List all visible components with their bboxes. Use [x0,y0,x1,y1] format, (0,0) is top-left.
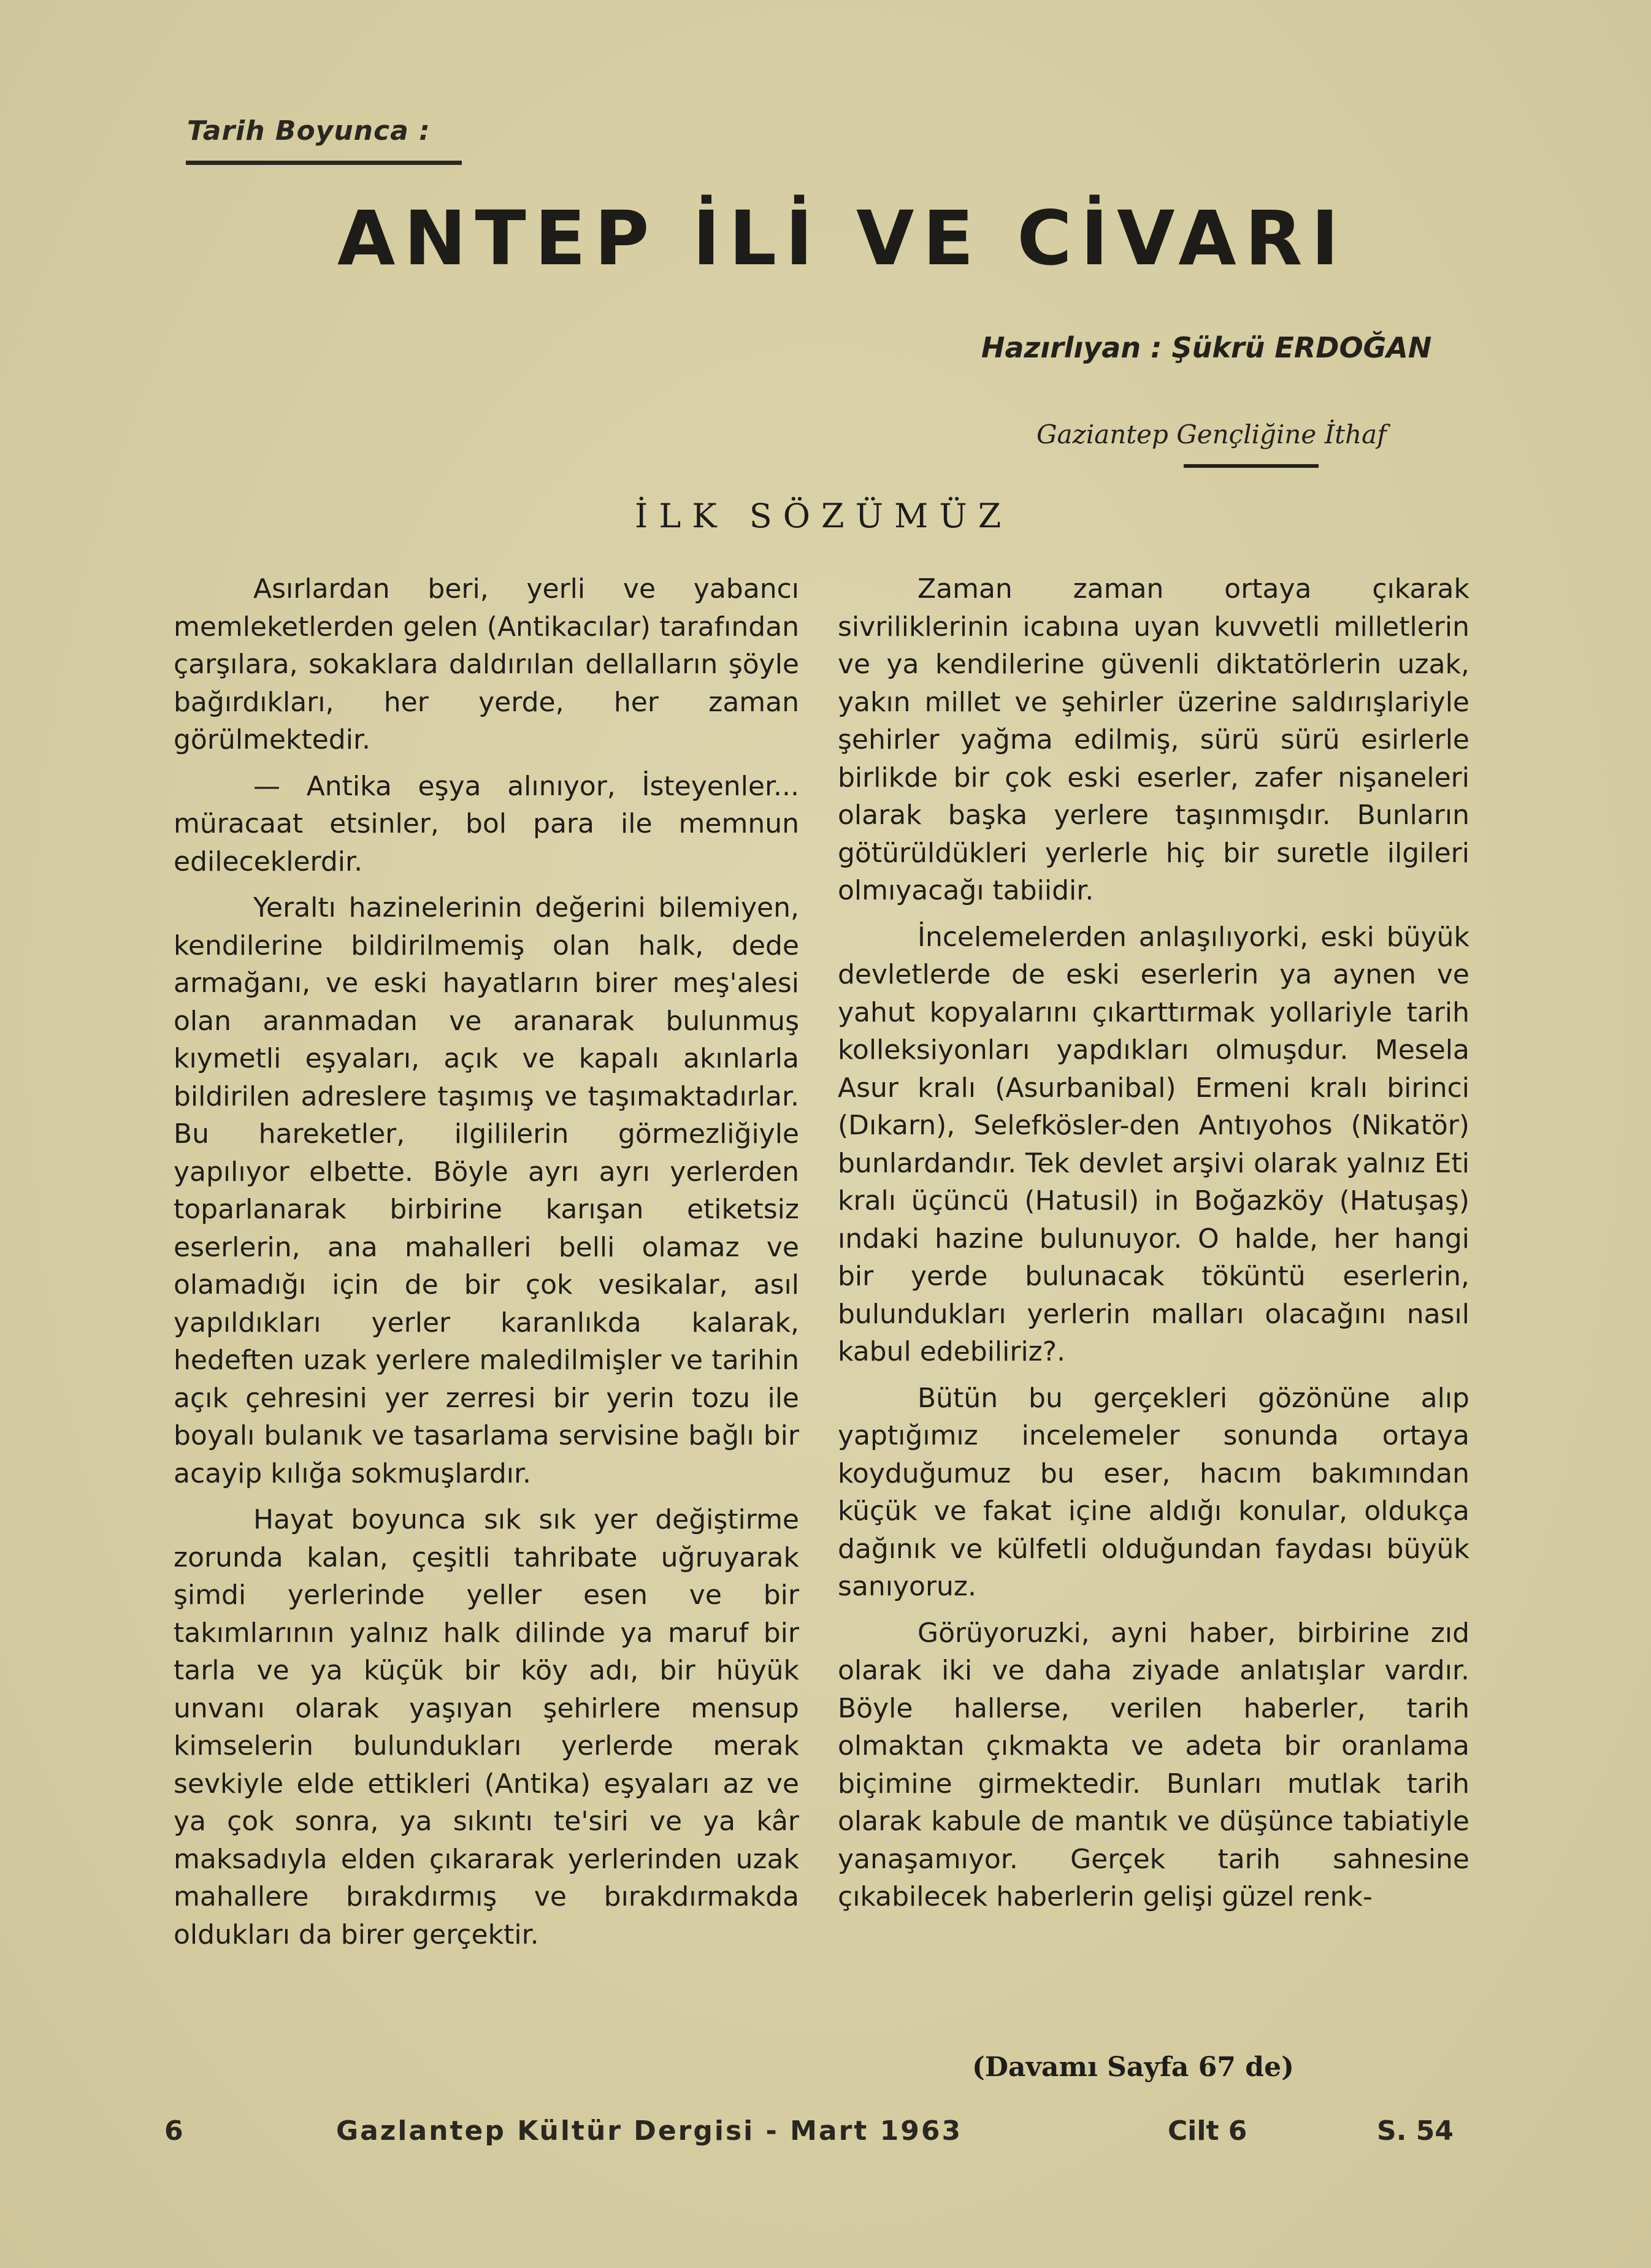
paragraph: Asırlardan beri, yerli ve yabancı memleketlerden gelen (Antikacılar) tarafından çarşılara, sokaklara daldırılan dellalların şöyle bağırdıkları, her yerde, her zaman görülmektedir. [174,573,799,755]
page-number: 6 [164,2115,183,2147]
section-label-underline [186,161,462,165]
paragraph: İncelemelerden anlaşılıyorki, eski büyük devletlerde de eski eserlerin ya aynen ve yahut kopyalarını çıkarttırmak yollariyle tarih kolleksiyonları yapdıkları olmuşdur. Mesela Asur kralı (Asurbanibal) Ermeni kralı birinci (Dıkarn), Selefkösler-den Antıyohos (Nikatör) bunlardandır. Tek devlet arşivi olarak yalnız Eti kralı üçüncü (Hatusil) in Boğazköy (Hatuşaş) ındaki hazine bulunuyor. O halde, her hangi bir yerde bulunacak töküntü eserlerin, bulundukları yerlerin malları olacağını nasıl kabul edebiliriz?. [838,921,1469,1367]
journal-title: Gazlantep Kültür Dergisi - Mart 1963 [336,2115,963,2147]
volume-label: Cilt 6 [1168,2115,1247,2147]
paragraph: Hayat boyunca sık sık yer değiştirme zorunda kalan, çeşitli tahribate uğruyarak şimdi yerlerinde yeller esen ve bir takımlarının yalnız halk dilinde ya maruf bir tarla ve ya küçük bir köy adı, bir hüyük unvanı olarak yaşıyan şehirlere mensup kimselerin bulundukları yerlerde merak sevkiyle elde ettikleri (Antika) eşyaları az ve ya çok sonra, ya sıkıntı te'siri ve ya kâr maksadıyla elden çıkararak yerlerinden uzak mahallere bırakdırmış ve bırakdırmakda oldukları da birer gerçektir. [174,1504,799,1950]
left-column [174,570,799,1962]
section-label: Tarih Boyunca : [187,115,431,147]
continued-note: (Davamı Sayfa 67 de) [972,2052,1294,2083]
author-byline: Hazırlıyan : Şükrü ERDOĞAN [981,331,1432,364]
page-footer [0,2115,1651,2152]
section-heading: İLK SÖZÜMÜZ [635,497,1013,535]
right-column [838,570,1469,1925]
dedication: Gaziantep Gençliğine İthaf [1036,419,1387,449]
issue-label: S. 54 [1377,2115,1454,2147]
paragraph: Zaman zaman ortaya çıkarak sivriliklerinin icabına uyan kuvvetli milletlerin ve ya kendilerine güvenli diktatörlerin uzak, yakın millet ve şehirler üzerine saldırışlariyle şehirler yağma edilmiş, sürü sürü esirlerle birlikde bir çok eski eserler, zafer nişaneleri olarak başka yerlere taşınmışdır. Bunların götürüldükleri yerlerle hiç bir suretle ilgileri olmıyacağı tabiidir. [838,573,1469,906]
paragraph: Yeraltı hazinelerinin değerini bilemiyen, kendilerine bildirilmemiş olan halk, dede armağanı, ve eski hayatların birer meş'alesi olan aranmadan ve aranarak bulunmuş kıymetli eşyaları, açık ve kapalı akınlarla bildirilen adreslere taşımış ve taşımaktadırlar. Bu hareketler, ilgililerin görmezliğiyle yapılıyor elbette. Böyle ayrı ayrı yerlerden toparlanarak birbirine karışan etiketsiz eserlerin, ana mahalleri belli olamaz ve olamadığı için de bir çok vesikalar, asıl yapıldıkları yerler karanlıkda kalarak, hedeften uzak yerlere maledilmişler ve tarihin açık çehresini yer zerresi bir yerin tozu ile boyalı bulanık ve tasarlama servisine bağlı bir acayip kılığa sokmuşlardır. [174,892,799,1489]
paragraph: Görüyoruzki, ayni haber, birbirine zıd olarak iki ve daha ziyade anlatışlar vardır. Böyle hallerse, verilen haberler, tarih olmaktan çıkmakta ve adeta bir oranlama biçimine girmektedir. Bunları mutlak tarih olarak kabule de mantık ve düşünce tabiatiyle yanaşamıyor. Gerçek tarih sahnesine çıkabilecek haberlerin gelişi güzel renk- [838,1617,1469,1912]
paragraph: — Antika eşya alınıyor, İsteyenler... müracaat etsinler, bol para ile memnun edileceklerdir. [174,770,799,877]
dedication-underline [1184,464,1319,468]
paragraph: Bütün bu gerçekleri gözönüne alıp yaptığımız incelemeler sonunda ortaya koyduğumuz bu eser, hacım bakımından küçük ve fakat içine aldığı konular, oldukça dağınık ve külfetli olduğundan faydası büyük sanıyoruz. [838,1382,1469,1602]
article-title: ANTEP İLİ VE CİVARI [337,195,1348,282]
